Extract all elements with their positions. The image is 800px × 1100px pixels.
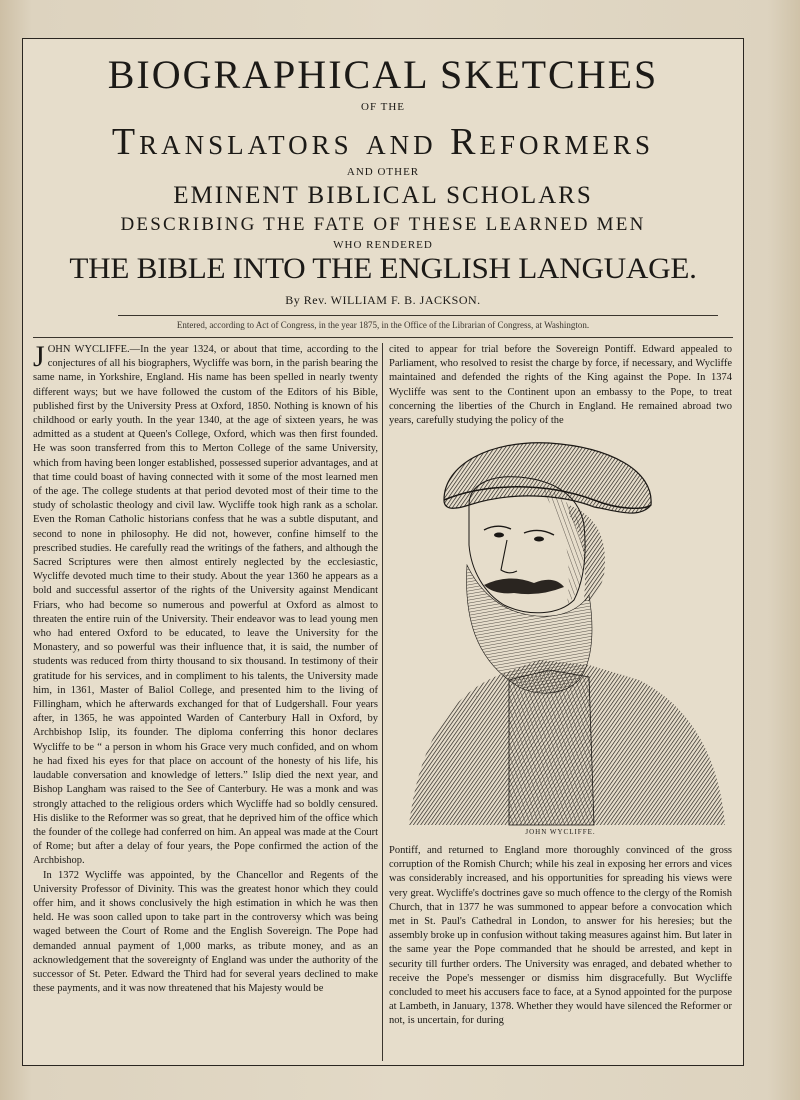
drop-cap: J [33,340,45,373]
left-column [33,340,378,1063]
right-bottom-text: Pontiff, and returned to England more thoroughly convinced of the gross corruption of the Romish Church; while his zeal in exposing her errors and vices was considerably increased, and his opportunities for spreading his views were very great. Wycliffe's doctrines gave so much offence to the clergy of the Romish Church, that in 1377 he was summoned to appear before a convocation which met in St. Paul's Cathedral in London, to answer for his heresies; but the assembly broke up in confusion without taking measures against him. But later in the same year the Pope commanded that he should be arrested, and kept in security till further orders. The University was enraged, and debated whether to receive the Pope's messenger or dismiss him disgracefully. But Wycliffe concluded to meet his accusers face to face, at a Synod appointed for the purpose at Lambeth, in January, 1378. Whether they would have silenced the Reformer or not, is uncertain, for during [389,845,732,1027]
body-rule [33,337,733,338]
column-divider [382,343,383,1061]
title-biographical-sketches: BIOGRAPHICAL SKETCHES [107,52,659,97]
title-and-other: AND OTHER [346,166,420,178]
right-column-bottom [389,844,732,1059]
title-eminent-scholars: EMINENT BIBLICAL SCHOLARS [173,182,593,209]
paragraph-wycliffe-intro [33,340,378,869]
title-who-rendered: WHO RENDERED [333,239,433,251]
right-top-text: cited to appear for trial before the Sovereign Pontiff. Edward appealed to Parliament, who resolved to resist the charge by force, if necessary, and Wycliffe maintained and defended the rights of the King against the Pope. In 1374 Wycliffe was sent to the Continent upon an embassy to the Pope, to treat concerning the liberties of the Church in England. He remained abroad two years, carefully studying the policy of the [389,344,732,427]
title-translators-reformers: Translators and Reformers [111,121,655,163]
portrait-illustration [389,425,732,836]
left-column-text: OHN WYCLIFFE.—In the year 1324, or about that time, according to the conjectures of all his biographers, Wycliffe was born, in the parish bearing the same name, in Yorkshire, England. His name has been spelled in nearly twenty different ways; but we have followed the custom of the Editors of his Bible, published first by the University Press at Oxford, 1850. Nothing is known of his childhood or early youth. In the year 1340, at the age of sixteen years, he was admitted as a student at Queen's College, Oxford, which was then first founded. He was soon transferred from this to Merton College of the same University, which from having been longer established, possessed superior advantages, and at that time could boast of having connected with it some of the most learned men of the age. The college students at that period devoted most of their time to the study of scholastic theology and civil law. Wycliffe took high rank as a scholar. Even the Roman Catholic historians confess that he was a subtle disputant, and second to none in philosophy. He did not, however, confine himself to the prescribed studies. He carefully read the writings of the fathers, and although the Sacred Scriptures were then almost entirely neglected by the ecclesiastic, Wycliffe devoted much time to their study. About the year 1360 he appears as a bold and successful assertor of the rights of the University against Mendicant Friars, who had become so numerous and powerful at Oxford as almost to threaten the entire ruin of the University. Their endeavor was to lead young men who had entered Oxford to be educated, to leave the University for the Monastery, and so powerful was their influence that, it is said, the number of students was reduced from thirty thousand to six thousand. In testimony of their gratitude for his services, and in compliment to his talents, the University made him, in 1361, Master of Baliol College, and presented him to the living of Fillingham, which he afterwards exchanged for that of Ludgershall. Four years after, in 1365, he was appointed Warden of Canterbury Hall in Oxford, by Archbishop Islip, its founder. The diploma conferring this honor declares Wycliffe to be “ a person in whom his Grace very much confided, and on whom he had fixed his eyes for that place on account of the honesty of his life, his laudable conversation and knowledge of letters.” Islip died the next year, and Bishop Langham was raised to the See of Canterbury. He was a monk and was strongly attached to the religious orders which Wycliffe had so boldly censured. His dislike to the Reformer was so great, that he deprived him of the office which the founder of the college had conferred on him. An appeal was made at the Court of Rome; but after a delay of four years, the Pope confirmed the action of the Archbishop. [33,344,378,867]
header-rule [118,315,718,316]
title-describing-fate: DESCRIBING THE FATE OF THESE LEARNED MEN [120,214,646,235]
title-of-the: OF THE [361,101,405,113]
title-bible-english: THE BIBLE INTO THE ENGLISH LANGUAGE. [69,252,697,285]
right-column-top [389,343,732,427]
page-frame [22,38,744,1066]
paragraph-1372: In 1372 Wycliffe was appointed, by the Chancellor and Regents of the University Professor of Divinity. This was the greatest honor which they could offer him, and it shows conclusively the high estimation in which he was then held. He was soon called upon to take part in the controversy which was being waged between the Court of Rome and the English Sovereign. The Pope had demanded annual payment of 1,000 marks, as tribute money, and as an acknowledgement that the sovereignty of England was under the authority of the successor of St. Peter. Edward the Third had for several years declined to make these payments, and it was now threatened that his Majesty would be [33,869,378,995]
byline: By Rev. WILLIAM F. B. JACKSON. [285,293,481,307]
copyright-notice: Entered, according to Act of Congress, in the year 1875, in the Office of the Librarian of Congress, at Washington. [176,320,590,330]
wycliffe-portrait-image [389,425,732,825]
portrait-caption: JOHN WYCLIFFE. [525,828,596,836]
